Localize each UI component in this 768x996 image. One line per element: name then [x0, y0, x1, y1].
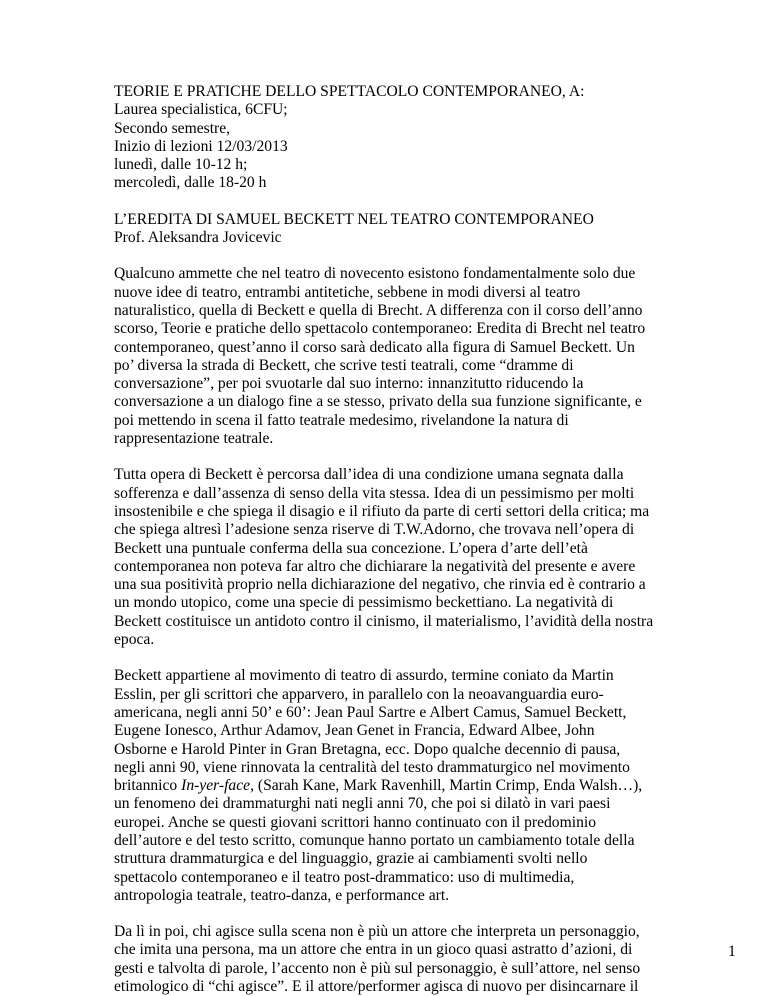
- paragraph-line: un fenomeno dei drammaturghi nati negli anni 70, che poi si dilatò in vari paesi: [114, 795, 611, 813]
- schedule-monday: lunedì, dalle 10-12 h;: [114, 156, 248, 174]
- paragraph-line: Beckett costituisce un antidoto contro il cinismo, il materialismo, l’avidità della nostra: [114, 612, 654, 630]
- course-header: [114, 83, 674, 193]
- paragraph-line: rappresentazione teatrale.: [114, 430, 274, 448]
- paragraph-line: conversazione a un dialogo fine a se stesso, privato della sua funzione significante, e: [114, 393, 642, 411]
- paragraph-line: Tutta opera di Beckett è percorsa dall’idea di una condizione umana segnata dalla: [114, 466, 624, 484]
- paragraph-line: Qualcuno ammette che nel teatro di novecento esistono fondamentalmente solo due: [114, 265, 636, 283]
- paragraph-line: conversazione”, per poi svuotarle dal suo interno: innanzitutto riducendo la: [114, 375, 584, 393]
- paragraph-line: americana, negli anni 50’ e 60’: Jean Paul Sartre e Albert Camus, Samuel Beckett,: [114, 703, 627, 721]
- professor-name: Prof. Aleksandra Jovicevic: [114, 229, 282, 247]
- paragraph-line: Osborne e Harold Pinter in Gran Bretagna, ecc. Dopo qualche decennio di pausa,: [114, 740, 621, 758]
- page-number: 1: [728, 943, 736, 960]
- paragraph-1: [114, 265, 674, 448]
- movement-name-italic: In-yer-face,: [181, 777, 254, 795]
- line-suffix: (Sarah Kane, Mark Ravenhill, Martin Crimp, Enda Walsh…),: [253, 777, 643, 795]
- paragraph-line: negli anni 90, viene rinnovata la centralità del testo drammaturgico nel movimento: [114, 758, 630, 776]
- paragraph-line: un mondo utopico, come una specie di pessimismo beckettiano. La negatività di: [114, 594, 614, 612]
- paragraph-line: po’ diversa la strada di Beckett, che scrive testi teatrali, come “dramme di: [114, 356, 574, 374]
- paragraph-line: poi mettendo in scena il fatto teatrale medesimo, rivelandone la natura di: [114, 411, 569, 429]
- paragraph-line: scorso, Teorie e pratiche dello spettacolo contemporaneo: Eredita di Brecht nel teatro: [114, 320, 646, 338]
- paragraph-2: [114, 466, 674, 649]
- degree-level: Laurea specialistica, 6CFU;: [114, 101, 288, 119]
- course-name: TEORIE E PRATICHE DELLO SPETTACOLO CONTEMPORANEO, A:: [114, 83, 585, 100]
- paragraph-line: che spiega altresì l’adesione senza riserve di T.W.Adorno, che trovava nell’opera di: [114, 521, 635, 539]
- start-date: Inizio di lezioni 12/03/2013: [114, 137, 288, 155]
- paragraph-line: Beckett una puntuale conferma della sua concezione. L’opera d’arte dell’età: [114, 539, 588, 557]
- paragraph-line: Esslin, per gli scrittori che apparvero, in parallelo con la neoavanguardia euro-: [114, 685, 604, 703]
- paragraph-line: gesti e talvolta di parole, l’accento non è più sul personaggio, è sull’attore, nel senso: [114, 959, 641, 977]
- paragraph-line: struttura drammaturgica e del linguaggio, grazie ai cambiamenti svolti nello: [114, 850, 588, 868]
- semester: Secondo semestre,: [114, 119, 231, 137]
- course-title: L’EREDITA DI SAMUEL BECKETT NEL TEATRO CONTEMPORANEO: [114, 210, 594, 228]
- paragraph-line: che imita una persona, ma un attore che entra in un gioco quasi astratto d’azioni, di: [114, 941, 633, 959]
- paragraph-line: Beckett appartiene al movimento di teatro di assurdo, termine coniato da Martin: [114, 667, 614, 685]
- document-page: [114, 83, 674, 996]
- paragraph-line: insostenibile e che spiega il disagio e il rifiuto da parte di certi settori della critica; ma: [114, 502, 650, 520]
- paragraph-line: etimologico di “chi agisce”. E il attore/performer agisca di nuovo per disincarnare il: [114, 978, 639, 996]
- paragraph-line: spettacolo contemporaneo e il teatro post-drammatico: uso di multimedia,: [114, 868, 575, 886]
- paragraph-line: Da lì in poi, chi agisce sulla scena non è più un attore che interpreta un personaggio,: [114, 923, 640, 941]
- paragraph-line: sofferenza e dall’assenza di senso della vita stessa. Idea di un pessimismo per molti: [114, 484, 635, 502]
- paragraph-line: antropologia teatrale, teatro-danza, e performance art.: [114, 886, 450, 904]
- paragraph-line: europei. Anche se questi giovani scrittori hanno continuato con il predominio: [114, 813, 596, 831]
- paragraph-line: contemporaneo, quest’anno il corso sarà dedicato alla figura di Samuel Beckett. Un: [114, 338, 635, 356]
- paragraph-line: nuove idee di teatro, entrambi antitetiche, sebbene in modi diversi al teatro: [114, 283, 581, 301]
- paragraph-line: epoca.: [114, 631, 155, 649]
- paragraph-4: [114, 923, 674, 996]
- paragraph-3: [114, 667, 674, 905]
- course-title-block: [114, 211, 674, 248]
- schedule-wednesday: mercoledì, dalle 18-20 h: [114, 174, 267, 192]
- paragraph-line: una sua positività proprio nella dichiarazione del negativo, che rinvia ed è contrario a: [114, 576, 646, 594]
- paragraph-line: contemporanea non poteva far altro che dichiarare la negatività del presente e avere: [114, 557, 636, 575]
- paragraph-line-with-italic: [114, 777, 674, 795]
- paragraph-line: naturalistico, quella di Beckett e quella di Brecht. A differenza con il corso dell’anno: [114, 301, 643, 319]
- paragraph-line: dell’autore e del testo scritto, comunque hanno portato un cambiamento totale della: [114, 831, 635, 849]
- paragraph-line: Eugene Ionesco, Arthur Adamov, Jean Genet in Francia, Edward Albee, John: [114, 722, 595, 740]
- line-prefix: britannico: [114, 777, 182, 795]
